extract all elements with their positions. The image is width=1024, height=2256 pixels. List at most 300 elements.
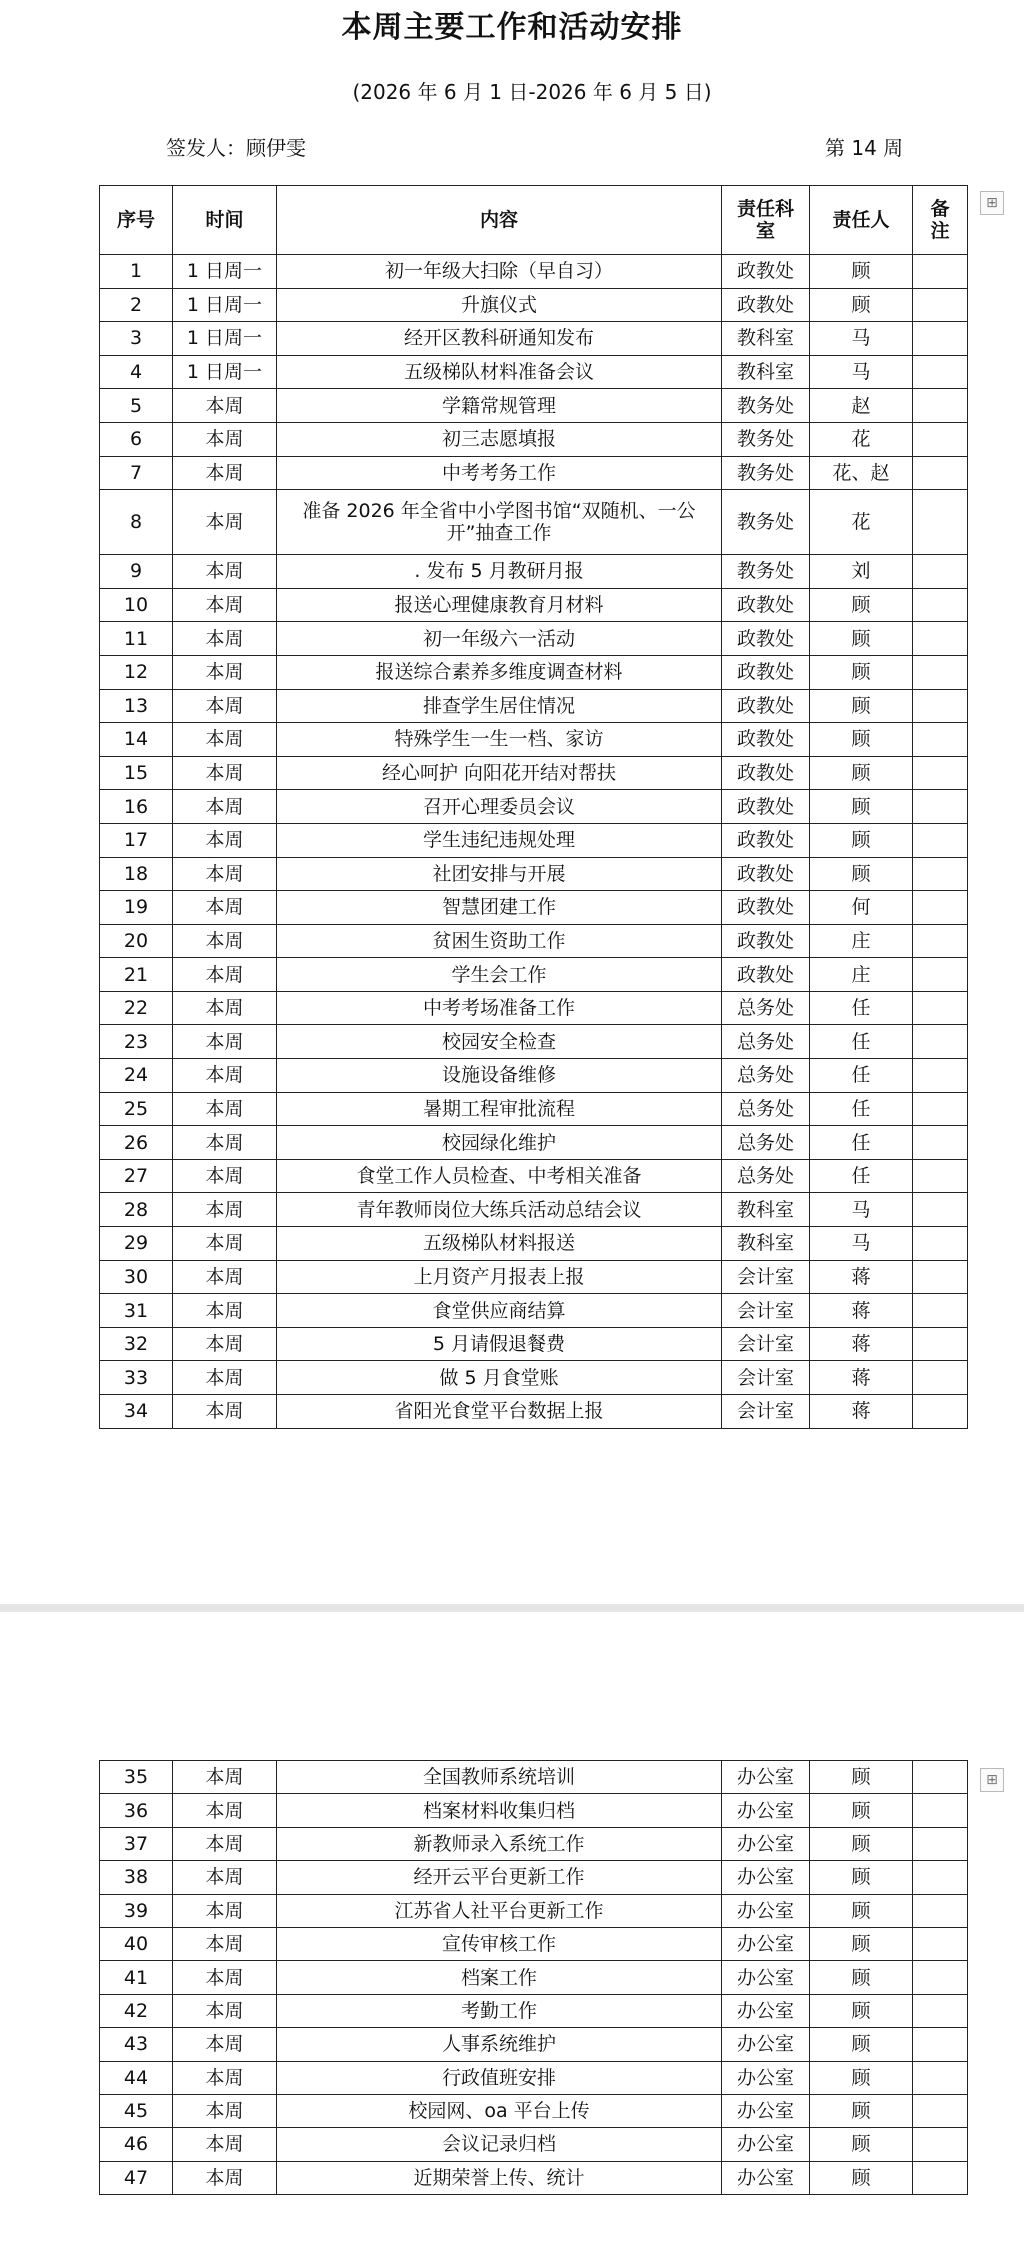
- cell-dept: 教科室: [722, 322, 810, 356]
- table-row: [100, 1059, 968, 1093]
- cell-note: [913, 1294, 968, 1328]
- cell-note: [913, 2128, 968, 2161]
- cell-time: 本周: [173, 991, 277, 1025]
- cell-dept: 会计室: [722, 1327, 810, 1361]
- schedule-table-continued: [99, 1760, 968, 2195]
- cell-note: [913, 723, 968, 757]
- cell-no: 17: [100, 823, 173, 857]
- table-row: [100, 1961, 968, 1994]
- cell-time: 本周: [173, 1260, 277, 1294]
- cell-note: [913, 456, 968, 490]
- cell-content: 初一年级大扫除（早自习）: [277, 255, 722, 289]
- cell-person: 顾: [810, 723, 913, 757]
- cell-note: [913, 756, 968, 790]
- cell-content: 江苏省人社平台更新工作: [277, 1894, 722, 1927]
- cell-content: 特殊学生一生一档、家访: [277, 723, 722, 757]
- cell-no: 47: [100, 2161, 173, 2194]
- cell-dept: 教科室: [722, 355, 810, 389]
- cell-dept: 办公室: [722, 2128, 810, 2161]
- cell-note: [913, 622, 968, 656]
- cell-time: 本周: [173, 689, 277, 723]
- cell-content: 经心呵护 向阳花开结对帮扶: [277, 756, 722, 790]
- cell-note: [913, 1260, 968, 1294]
- cell-person: 顾: [810, 823, 913, 857]
- cell-content: 召开心理委员会议: [277, 790, 722, 824]
- cell-dept: 办公室: [722, 1761, 810, 1794]
- table-row: [100, 1794, 968, 1827]
- cell-dept: 政教处: [722, 655, 810, 689]
- cell-dept: 办公室: [722, 1961, 810, 1994]
- signer: 签发人：顾伊雯: [166, 136, 306, 160]
- cell-content: 宣传审核工作: [277, 1927, 722, 1960]
- cell-no: 20: [100, 924, 173, 958]
- cell-no: 2: [100, 288, 173, 322]
- cell-note: [913, 255, 968, 289]
- cell-note: [913, 2061, 968, 2094]
- table-row: [100, 924, 968, 958]
- cell-content: 智慧团建工作: [277, 891, 722, 925]
- cell-note: [913, 924, 968, 958]
- week-number: 第 14 周: [825, 136, 904, 160]
- cell-person: 蒋: [810, 1327, 913, 1361]
- cell-dept: 会计室: [722, 1260, 810, 1294]
- cell-note: [913, 689, 968, 723]
- cell-content: 会议记录归档: [277, 2128, 722, 2161]
- cell-no: 18: [100, 857, 173, 891]
- cell-content: 行政值班安排: [277, 2061, 722, 2094]
- cell-time: 本周: [173, 2161, 277, 2194]
- cell-person: 蒋: [810, 1260, 913, 1294]
- cell-person: 顾: [810, 2094, 913, 2127]
- cell-time: 本周: [173, 1126, 277, 1160]
- table-row: [100, 723, 968, 757]
- table-row: [100, 1227, 968, 1261]
- cell-no: 38: [100, 1861, 173, 1894]
- table-row: [100, 2161, 968, 2194]
- cell-person: 顾: [810, 2061, 913, 2094]
- cell-time: 本周: [173, 790, 277, 824]
- cell-content: 档案材料收集归档: [277, 1794, 722, 1827]
- cell-content: 考勤工作: [277, 1994, 722, 2027]
- cell-note: [913, 1159, 968, 1193]
- cell-time: 本周: [173, 1761, 277, 1794]
- cell-content: 上月资产月报表上报: [277, 1260, 722, 1294]
- cell-time: 本周: [173, 823, 277, 857]
- table-row: [100, 588, 968, 622]
- cell-person: 顾: [810, 255, 913, 289]
- cell-no: 10: [100, 588, 173, 622]
- cell-person: 庄: [810, 958, 913, 992]
- header-cell-content: 内容: [277, 186, 722, 255]
- cell-note: [913, 555, 968, 589]
- cell-note: [913, 1059, 968, 1093]
- cell-time: 本周: [173, 958, 277, 992]
- cell-no: 27: [100, 1159, 173, 1193]
- cell-time: 本周: [173, 490, 277, 555]
- cell-note: [913, 2161, 968, 2194]
- cell-no: 1: [100, 255, 173, 289]
- cell-no: 6: [100, 422, 173, 456]
- cell-person: 顾: [810, 1827, 913, 1860]
- cell-no: 7: [100, 456, 173, 490]
- cell-no: 11: [100, 622, 173, 656]
- cell-no: 4: [100, 355, 173, 389]
- cell-dept: 政教处: [722, 823, 810, 857]
- cell-dept: 会计室: [722, 1395, 810, 1429]
- cell-time: 本周: [173, 422, 277, 456]
- cell-note: [913, 1761, 968, 1794]
- cell-dept: 总务处: [722, 1126, 810, 1160]
- cell-note: [913, 958, 968, 992]
- cell-note: [913, 1327, 968, 1361]
- cell-time: 本周: [173, 1294, 277, 1328]
- cell-person: 顾: [810, 857, 913, 891]
- cell-no: 33: [100, 1361, 173, 1395]
- cell-note: [913, 1227, 968, 1261]
- cell-time: 1 日周一: [173, 288, 277, 322]
- cell-no: 28: [100, 1193, 173, 1227]
- cell-time: 本周: [173, 622, 277, 656]
- cell-person: 任: [810, 1159, 913, 1193]
- table-row: [100, 1994, 968, 2027]
- table-row: [100, 322, 968, 356]
- cell-dept: 政教处: [722, 689, 810, 723]
- cell-note: [913, 1395, 968, 1429]
- cell-person: 蒋: [810, 1294, 913, 1328]
- table-row: [100, 355, 968, 389]
- cell-note: [913, 322, 968, 356]
- cell-note: [913, 2094, 968, 2127]
- cell-dept: 办公室: [722, 2028, 810, 2061]
- cell-person: 顾: [810, 1961, 913, 1994]
- table-row: [100, 1294, 968, 1328]
- cell-content: 五级梯队材料报送: [277, 1227, 722, 1261]
- table-row: [100, 1927, 968, 1960]
- cell-person: 马: [810, 355, 913, 389]
- cell-note: [913, 288, 968, 322]
- cell-dept: 办公室: [722, 2094, 810, 2127]
- table-row: [100, 1861, 968, 1894]
- cell-note: [913, 655, 968, 689]
- cell-no: 29: [100, 1227, 173, 1261]
- cell-note: [913, 1025, 968, 1059]
- table-row: [100, 2028, 968, 2061]
- cell-dept: 会计室: [722, 1294, 810, 1328]
- cell-person: 马: [810, 1227, 913, 1261]
- cell-no: 40: [100, 1927, 173, 1960]
- cell-no: 30: [100, 1260, 173, 1294]
- cell-content: 食堂供应商结算: [277, 1294, 722, 1328]
- cell-dept: 教务处: [722, 422, 810, 456]
- table-row: [100, 1327, 968, 1361]
- cell-note: [913, 1927, 968, 1960]
- cell-no: 23: [100, 1025, 173, 1059]
- cell-person: 顾: [810, 756, 913, 790]
- table-row: [100, 622, 968, 656]
- cell-dept: 政教处: [722, 255, 810, 289]
- table-row: [100, 823, 968, 857]
- cell-note: [913, 790, 968, 824]
- cell-content: 贫困生资助工作: [277, 924, 722, 958]
- cell-time: 本周: [173, 1827, 277, 1860]
- table-row: [100, 689, 968, 723]
- cell-no: 44: [100, 2061, 173, 2094]
- table-row: [100, 1260, 968, 1294]
- header-cell-no: 序号: [100, 186, 173, 255]
- cell-content: 中考考场准备工作: [277, 991, 722, 1025]
- cell-content: 5 月请假退餐费: [277, 1327, 722, 1361]
- cell-dept: 办公室: [722, 2061, 810, 2094]
- cell-time: 1 日周一: [173, 255, 277, 289]
- cell-note: [913, 891, 968, 925]
- cell-note: [913, 823, 968, 857]
- cell-time: 本周: [173, 1894, 277, 1927]
- cell-person: 何: [810, 891, 913, 925]
- cell-time: 1 日周一: [173, 355, 277, 389]
- cell-content: 报送综合素养多维度调查材料: [277, 655, 722, 689]
- cell-no: 19: [100, 891, 173, 925]
- cell-content: 暑期工程审批流程: [277, 1092, 722, 1126]
- cell-no: 25: [100, 1092, 173, 1126]
- cell-dept: 办公室: [722, 1861, 810, 1894]
- table-row: [100, 1827, 968, 1860]
- table-row: [100, 1894, 968, 1927]
- cell-time: 本周: [173, 857, 277, 891]
- cell-dept: 办公室: [722, 1894, 810, 1927]
- cell-no: 35: [100, 1761, 173, 1794]
- header-cell-note: [913, 186, 968, 255]
- cell-person: 花: [810, 490, 913, 555]
- cell-no: 24: [100, 1059, 173, 1093]
- cell-dept: 政教处: [722, 288, 810, 322]
- table-row: [100, 2061, 968, 2094]
- cell-content: 近期荣誉上传、统计: [277, 2161, 722, 2194]
- cell-content: 食堂工作人员检查、中考相关准备: [277, 1159, 722, 1193]
- table-row: [100, 2128, 968, 2161]
- cell-dept: 政教处: [722, 622, 810, 656]
- cell-time: 本周: [173, 1193, 277, 1227]
- header-cell-dept: [722, 186, 810, 255]
- cell-person: 顾: [810, 1761, 913, 1794]
- cell-dept: 政教处: [722, 756, 810, 790]
- cell-time: 本周: [173, 2061, 277, 2094]
- cell-no: 31: [100, 1294, 173, 1328]
- cell-person: 马: [810, 1193, 913, 1227]
- cell-note: [913, 588, 968, 622]
- header-cell-person: 责任人: [810, 186, 913, 255]
- cell-time: 本周: [173, 1395, 277, 1429]
- cell-dept: 政教处: [722, 723, 810, 757]
- cell-person: 顾: [810, 790, 913, 824]
- table-row: [100, 790, 968, 824]
- table-row: [100, 1126, 968, 1160]
- table-move-handle-icon[interactable]: ⊞: [980, 191, 1004, 215]
- cell-time: 本周: [173, 1994, 277, 2027]
- cell-dept: 会计室: [722, 1361, 810, 1395]
- cell-dept: 总务处: [722, 1025, 810, 1059]
- cell-no: 41: [100, 1961, 173, 1994]
- cell-note: [913, 1193, 968, 1227]
- schedule-table: [99, 185, 968, 1429]
- table-row: [100, 1395, 968, 1429]
- cell-dept: 总务处: [722, 1059, 810, 1093]
- cell-time: 本周: [173, 1059, 277, 1093]
- cell-no: 26: [100, 1126, 173, 1160]
- table-row: [100, 1092, 968, 1126]
- cell-note: [913, 422, 968, 456]
- cell-note: [913, 1894, 968, 1927]
- cell-dept: 办公室: [722, 1927, 810, 1960]
- cell-no: 21: [100, 958, 173, 992]
- cell-note: [913, 991, 968, 1025]
- cell-person: 顾: [810, 655, 913, 689]
- cell-time: 本周: [173, 555, 277, 589]
- cell-time: 本周: [173, 2028, 277, 2061]
- cell-no: 3: [100, 322, 173, 356]
- cell-dept: 办公室: [722, 2161, 810, 2194]
- cell-person: 任: [810, 1059, 913, 1093]
- cell-no: 39: [100, 1894, 173, 1927]
- cell-content: 省阳光食堂平台数据上报: [277, 1395, 722, 1429]
- cell-time: 本周: [173, 1361, 277, 1395]
- cell-note: [913, 1092, 968, 1126]
- cell-content: 校园网、oa 平台上传: [277, 2094, 722, 2127]
- cell-time: 本周: [173, 723, 277, 757]
- table-row: [100, 655, 968, 689]
- table-row: [100, 456, 968, 490]
- cell-note: [913, 1861, 968, 1894]
- cell-time: 本周: [173, 1961, 277, 1994]
- cell-content: 做 5 月食堂账: [277, 1361, 722, 1395]
- cell-person: 蒋: [810, 1361, 913, 1395]
- page-break: [0, 1604, 1024, 1612]
- cell-no: 13: [100, 689, 173, 723]
- cell-time: 本周: [173, 1327, 277, 1361]
- cell-content: 设施设备维修: [277, 1059, 722, 1093]
- cell-no: 12: [100, 655, 173, 689]
- cell-person: 蒋: [810, 1395, 913, 1429]
- table-row: [100, 389, 968, 423]
- cell-content: . 发布 5 月教研月报: [277, 555, 722, 589]
- cell-time: 本周: [173, 1092, 277, 1126]
- cell-dept: 政教处: [722, 924, 810, 958]
- cell-note: [913, 1994, 968, 2027]
- cell-content: 五级梯队材料准备会议: [277, 355, 722, 389]
- cell-time: 本周: [173, 1227, 277, 1261]
- cell-note: [913, 355, 968, 389]
- cell-content: 学籍常规管理: [277, 389, 722, 423]
- cell-time: 本周: [173, 1159, 277, 1193]
- cell-person: 花、赵: [810, 456, 913, 490]
- cell-content: 校园绿化维护: [277, 1126, 722, 1160]
- cell-content: 青年教师岗位大练兵活动总结会议: [277, 1193, 722, 1227]
- cell-dept: 教务处: [722, 490, 810, 555]
- cell-time: 本周: [173, 655, 277, 689]
- cell-content: 学生违纪违规处理: [277, 823, 722, 857]
- table-row: [100, 255, 968, 289]
- cell-content: 新教师录入系统工作: [277, 1827, 722, 1860]
- cell-time: 本周: [173, 1025, 277, 1059]
- cell-content: 全国教师系统培训: [277, 1761, 722, 1794]
- cell-content: 经开区教科研通知发布: [277, 322, 722, 356]
- cell-person: 顾: [810, 588, 913, 622]
- table-row: [100, 756, 968, 790]
- cell-dept: 政教处: [722, 588, 810, 622]
- cell-time: 本周: [173, 389, 277, 423]
- cell-person: 顾: [810, 689, 913, 723]
- cell-dept: 办公室: [722, 1994, 810, 2027]
- cell-person: 刘: [810, 555, 913, 589]
- cell-person: 庄: [810, 924, 913, 958]
- cell-no: 32: [100, 1327, 173, 1361]
- cell-time: 本周: [173, 456, 277, 490]
- cell-note: [913, 2028, 968, 2061]
- header-cell-dept-label: 责任科室: [736, 198, 794, 242]
- cell-time: 本周: [173, 756, 277, 790]
- header-cell-time: 时间: [173, 186, 277, 255]
- date-range: (2026 年 6 月 1 日-2026 年 6 月 5 日): [352, 80, 712, 104]
- cell-content: 升旗仪式: [277, 288, 722, 322]
- cell-note: [913, 1794, 968, 1827]
- cell-person: 顾: [810, 1927, 913, 1960]
- cell-content: 初一年级六一活动: [277, 622, 722, 656]
- cell-no: 16: [100, 790, 173, 824]
- cell-no: 5: [100, 389, 173, 423]
- cell-person: 顾: [810, 1894, 913, 1927]
- cell-no: 45: [100, 2094, 173, 2127]
- table-row: [100, 857, 968, 891]
- cell-time: 本周: [173, 588, 277, 622]
- cell-person: 顾: [810, 2161, 913, 2194]
- cell-person: 任: [810, 1025, 913, 1059]
- cell-no: 8: [100, 490, 173, 555]
- cell-dept: 教务处: [722, 456, 810, 490]
- cell-content: 人事系统维护: [277, 2028, 722, 2061]
- table-move-handle-icon[interactable]: ⊞: [980, 1768, 1004, 1792]
- cell-person: 任: [810, 991, 913, 1025]
- cell-content: 社团安排与开展: [277, 857, 722, 891]
- table-row: [100, 991, 968, 1025]
- header-cell-note-label: 备注: [930, 198, 950, 242]
- table-row: [100, 422, 968, 456]
- cell-person: 顾: [810, 2128, 913, 2161]
- table-row: [100, 958, 968, 992]
- cell-note: [913, 1361, 968, 1395]
- cell-person: 顾: [810, 1861, 913, 1894]
- cell-no: 36: [100, 1794, 173, 1827]
- cell-content: 校园安全检查: [277, 1025, 722, 1059]
- cell-note: [913, 1961, 968, 1994]
- cell-dept: 教务处: [722, 555, 810, 589]
- cell-dept: 办公室: [722, 1827, 810, 1860]
- cell-content: 档案工作: [277, 1961, 722, 1994]
- cell-content: 准备 2026 年全省中小学图书馆“双随机、一公开”抽查工作: [277, 490, 722, 555]
- table-row: [100, 288, 968, 322]
- cell-content: 报送心理健康教育月材料: [277, 588, 722, 622]
- cell-content: 经开云平台更新工作: [277, 1861, 722, 1894]
- table-row: [100, 490, 968, 555]
- cell-person: 顾: [810, 622, 913, 656]
- cell-time: 本周: [173, 1861, 277, 1894]
- table-row: [100, 1025, 968, 1059]
- cell-dept: 总务处: [722, 1159, 810, 1193]
- document-title: 本周主要工作和活动安排: [341, 10, 683, 45]
- cell-note: [913, 490, 968, 555]
- cell-note: [913, 1827, 968, 1860]
- cell-content: 初三志愿填报: [277, 422, 722, 456]
- cell-time: 本周: [173, 2094, 277, 2127]
- cell-content: 排查学生居住情况: [277, 689, 722, 723]
